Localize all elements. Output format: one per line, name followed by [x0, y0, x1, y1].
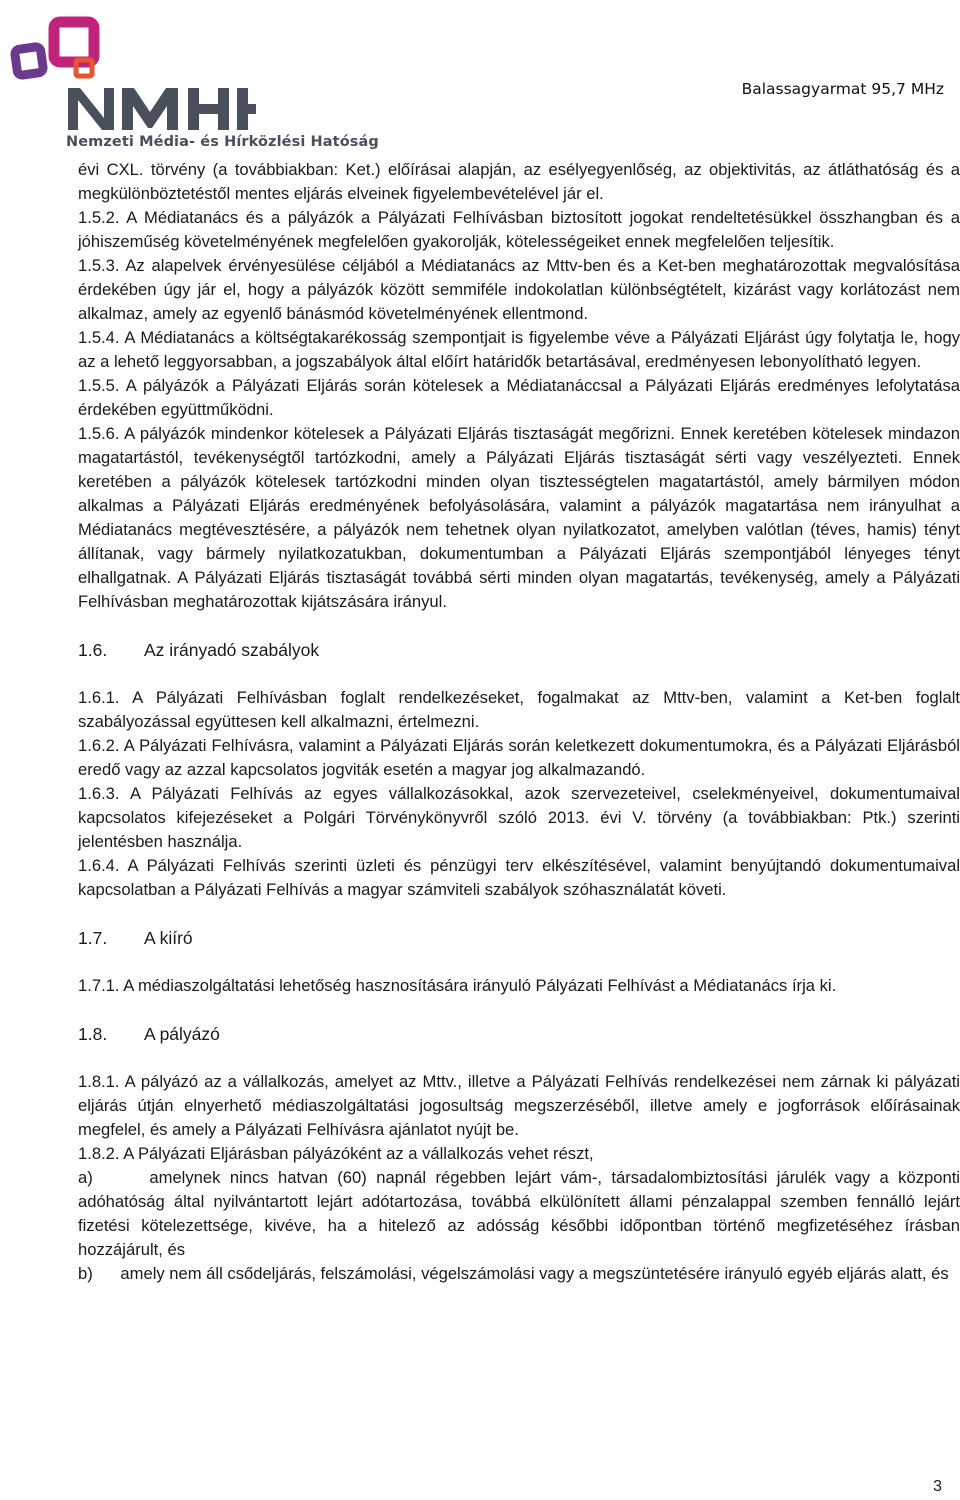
heading-number: 1.6. [78, 640, 108, 660]
logo-emblem-icon [14, 22, 94, 76]
heading-number: 1.7. [78, 928, 108, 948]
org-name: Nemzeti Média- és Hírközlési Hatóság [66, 134, 379, 150]
paragraph-1-5-3: 1.5.3. Az alapelvek érvényesülése céljából a Médiatanács az Mttv-ben és a Ket-ben meghatározottak megvalósítása érdekében úgy jár el, hogy a pályázók között semmiféle indokolatlan különbségtételt, kizárást vagy korlátozást nem alkalmaz, amely az egyenlő bánásmód követelményének ellentmond. [78, 256, 960, 323]
paragraph-1-5-2: 1.5.2. A Médiatanács és a pályázók a Pályázati Felhívásban biztosított jogokat rendeltetésükkel összhangban és a jóhiszeműség követelményének megfelelően gyakorolják, kötelességeiket ennek megfelelően teljesítik. [78, 208, 960, 251]
list-item-b: b) amely nem áll csődeljárás, felszámolási, végelszámolási vagy a megszüntetésére irányuló egyéb eljárás alatt, és [78, 1264, 949, 1283]
section-heading-1-7 [78, 926, 960, 950]
paragraph-1-8-2: 1.8.2. A Pályázati Eljárásban pályázóként az a vállalkozás vehet részt, [78, 1144, 594, 1163]
paragraph-1-5-5: 1.5.5. A pályázók a Pályázati Eljárás során kötelesek a Médiatanáccsal a Pályázati Eljárás eredményes lefolytatása érdekében együttműködni. [78, 376, 960, 419]
logo-letters [68, 88, 256, 130]
section-heading-1-8 [78, 1022, 960, 1046]
list-item-a: a) amelynek nincs hatvan (60) napnál régebben lejárt vám-, társadalombiztosítási járulék vagy a központi adóhatóság által nyilvántartott lejárt adótartozása, továbbá elkülönített állami pénzalappal szemben fennálló lejárt fizetési kötelezettsége, kivéve, ha a hitelező az adósság későbbi időpontban történő megfizetéséhez írásban hozzájárult, és [78, 1168, 960, 1259]
section-heading-1-6 [78, 638, 960, 662]
paragraph-1-6-1: 1.6.1. A Pályázati Felhívásban foglalt rendelkezéseket, fogalmakat az Mttv-ben, valamint a Ket-ben foglalt szabályozással együttesen kell alkalmazni, értelmezni. [78, 688, 960, 731]
heading-title: Az irányadó szabályok [144, 640, 320, 660]
paragraph-continuation: évi CXL. törvény (a továbbiakban: Ket.) előírásai alapján, az esélyegyenlőség, az objektivitás, az átláthatóság és a megkülönböztetéstől mentes eljárás elveinek figyelembevételével jár el. [78, 160, 960, 203]
paragraph-1-8-1: 1.8.1. A pályázó az a vállalkozás, amelyet az Mttv., illetve a Pályázati Felhívás rendelkezései nem zárnak ki pályázati eljárás útján elnyerhető médiaszolgáltatási jogosultság megszerzéséből, illetve amely e jogforrások előírásainak megfelel, és amely a Pályázati Felhívásra ajánlatot nyújt be. [78, 1072, 960, 1139]
heading-title: A pályázó [144, 1024, 220, 1044]
heading-title: A kiíró [144, 928, 193, 948]
station-title: Balassagyarmat 95,7 MHz [741, 80, 944, 98]
paragraph-1-5-4: 1.5.4. A Médiatanács a költségtakarékosság szempontjait is figyelembe véve a Pályázati Eljárást úgy folytatja le, hogy az a lehető leggyorsabban, a jogszabályok által előírt határidők betartásával, eredményesen lebonyolítható legyen. [78, 328, 960, 371]
paragraph-1-5-6: 1.5.6. A pályázók mindenkor kötelesek a Pályázati Eljárás tisztaságát megőrizni. Ennek keretében kötelesek mindazon magatartástól, tevékenységtől tartózkodni, amely a Pályázati Eljárás tisztaságát sérti vagy veszélyezteti. Ennek keretében a pályázók kötelesek tartózkodni minden olyan tisztességtelen magatartástól, amely bármilyen módon alkalmas a Pályázati Eljárás eredményének befolyásolására, valamint a pályázók magatartása nem irányulhat a Médiatanács megtévesztésére, a pályázók nem tehetnek olyan nyilatkozatot, amelyben valótlan (téves, hamis) tényt állítanak, vagy bármely nyilatkozatukban, dokumentumban a Pályázati Eljárás szempontjából lényeges tényt elhallgatnak. A Pályázati Eljárás tisztaságát továbbá sérti minden olyan magatartás, tevékenység, amely a Pályázati Felhívásban meghatározottak kijátszására irányul. [78, 424, 960, 611]
document-body [78, 158, 960, 1286]
page-number: 3 [933, 1478, 942, 1495]
paragraph-1-6-4: 1.6.4. A Pályázati Felhívás szerinti üzleti és pénzügyi terv elkészítésével, valamint benyújtandó dokumentumaival kapcsolatban a Pályázati Felhívás a magyar számviteli szabályok szóhasználatát követi. [78, 856, 960, 899]
paragraph-1-6-2: 1.6.2. A Pályázati Felhívásra, valamint a Pályázati Eljárás során keletkezett dokumentumokra, és a Pályázati Eljárásból eredő vagy az azzal kapcsolatos jogviták esetén a magyar jog alkalmazandó. [78, 736, 960, 779]
paragraph-1-6-3: 1.6.3. A Pályázati Felhívás az egyes vállalkozásokkal, azok szervezeteivel, cselekményeivel, dokumentumaival kapcsolatos kifejezéseket a Polgári Törvénykönyvről szóló 2013. évi V. törvény (a továbbiakban: Ptk.) szerinti jelentésben használja. [78, 784, 960, 851]
paragraph-1-7-1: 1.7.1. A médiaszolgáltatási lehetőség hasznosítására irányuló Pályázati Felhívást a Médiatanács írja ki. [78, 976, 837, 995]
heading-number: 1.8. [78, 1024, 108, 1044]
